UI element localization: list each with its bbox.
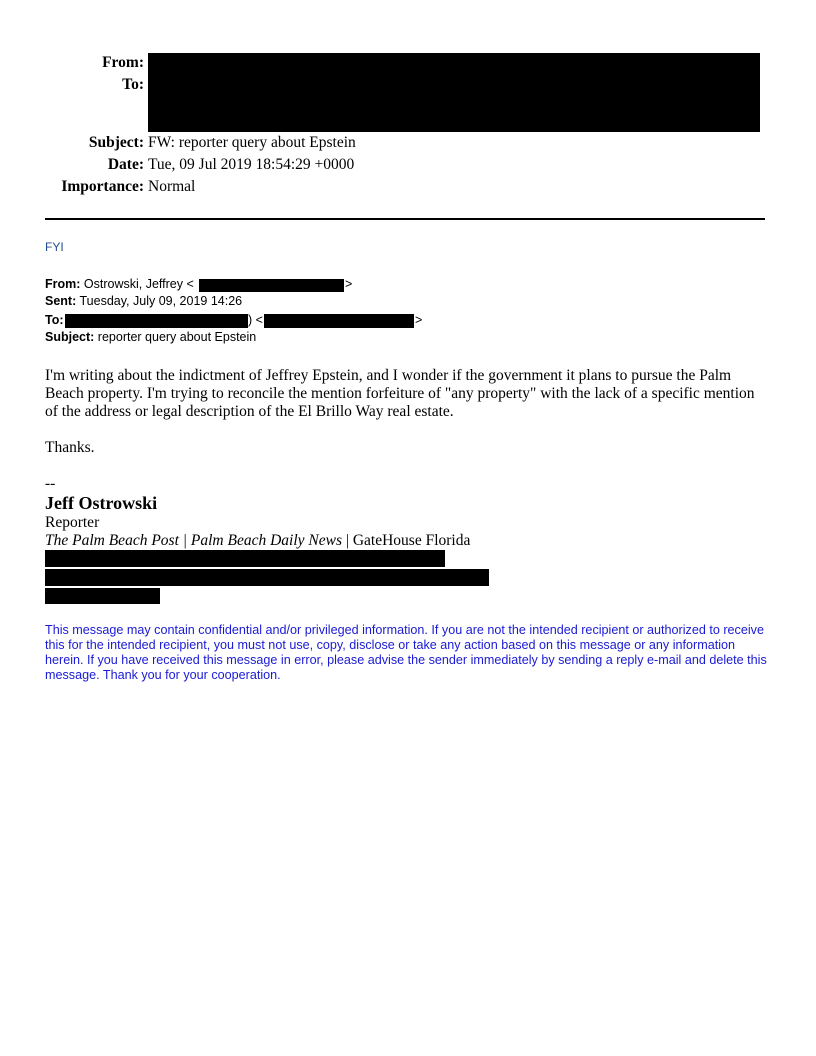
signature-org-italic: The Palm Beach Post | Palm Beach Daily News [45, 532, 342, 549]
redaction-from-email [199, 279, 344, 292]
fwd-subject-value: reporter query about Epstein [97, 330, 257, 344]
fwd-to-line [45, 313, 64, 327]
signature-dashes: -- [45, 475, 56, 492]
importance-value: Normal [148, 178, 196, 195]
signature-org [45, 532, 470, 550]
confidentiality-disclaimer: This message may contain confidential and/or privileged information. If you are not the intended recipient or authorized to receive this for the intended recipient, you must not use, copy, disclose or take any action based on this message or any information herein. If you have received this message in error, please advise the sender immediately by sending a reply e-mail and delete this message. Thank you for your cooperation. [45, 623, 767, 682]
fwd-sent-label: Sent: [45, 294, 77, 308]
from-label: From: [102, 54, 144, 71]
fwd-subject-label: Subject: [45, 330, 95, 344]
fwd-from-name: Ostrowski, Jeffrey < [83, 277, 194, 291]
fwd-sent-line [45, 294, 242, 308]
redaction-to-email [264, 314, 414, 328]
signature-name: Jeff Ostrowski [45, 493, 158, 513]
fwd-from-label: From: [45, 277, 81, 291]
redaction-signature-line-2 [45, 569, 489, 586]
fwd-from-line [45, 277, 194, 291]
body-thanks: Thanks. [45, 439, 95, 456]
importance-label: Importance: [61, 178, 144, 195]
fwd-sent-value: Tuesday, July 09, 2019 14:26 [79, 294, 243, 308]
to-label: To: [122, 76, 144, 93]
fwd-to-label: To: [45, 313, 64, 327]
redaction-to-name [65, 314, 248, 328]
subject-label: Subject: [88, 134, 144, 151]
fwd-from-close: > [345, 277, 353, 291]
header-divider [45, 218, 765, 220]
fwd-to-mid: ) < [248, 313, 263, 327]
fwd-to-close: > [415, 313, 423, 327]
redaction-from-to [148, 53, 760, 132]
redaction-signature-line-3 [45, 588, 160, 604]
fwd-subject-line [45, 330, 256, 344]
body-paragraph: I'm writing about the indictment of Jeffrey Epstein, and I wonder if the government it plans to pursue the Palm Beach property. I'm trying to reconcile the mention forfeiture of "any property" with the lack of a specific mention of the address or legal description of the El Brillo Way real estate. [45, 367, 755, 420]
date-label: Date: [107, 156, 144, 173]
date-value: Tue, 09 Jul 2019 18:54:29 +0000 [148, 156, 355, 173]
redaction-signature-line-1 [45, 550, 445, 567]
signature-title: Reporter [45, 514, 100, 531]
signature-org-rest: | GateHouse Florida [341, 532, 471, 549]
fyi-text: FYI [45, 240, 64, 254]
subject-value: FW: reporter query about Epstein [148, 134, 356, 151]
